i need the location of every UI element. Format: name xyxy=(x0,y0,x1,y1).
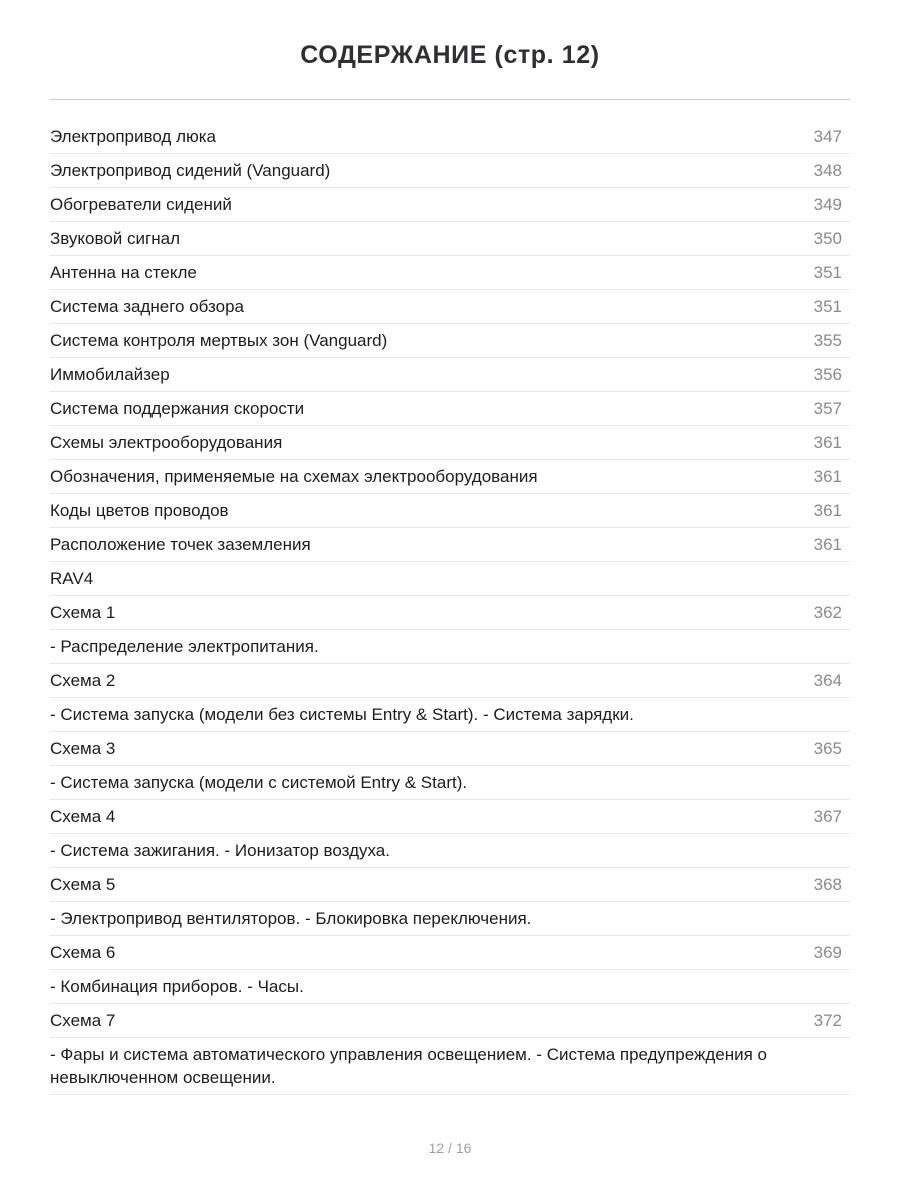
toc-entry-label: Коды цветов проводов xyxy=(50,501,229,520)
toc-entry-label: - Система зажигания. - Ионизатор воздуха. xyxy=(50,841,390,860)
toc-entry-page-number: 368 xyxy=(813,875,842,894)
toc-entry-label: Схемы электрооборудования xyxy=(50,433,283,452)
toc-entry xyxy=(50,1004,850,1038)
toc-entry-page-number: 356 xyxy=(813,365,842,384)
toc-subitem xyxy=(50,1038,850,1095)
toc-entry-label: - Комбинация приборов. - Часы. xyxy=(50,977,304,996)
toc-entry xyxy=(50,936,850,970)
toc-entry xyxy=(50,222,850,256)
toc-entry-label: - Фары и система автоматического управления освещением. - Система предупреждения о невыключенном освещении. xyxy=(50,1045,767,1087)
toc-entry-page-number: 364 xyxy=(813,671,842,690)
toc-entry xyxy=(50,494,850,528)
toc-entry-page-number: 355 xyxy=(813,331,842,350)
toc-entry xyxy=(50,426,850,460)
toc-entry-label: Схема 2 xyxy=(50,671,116,690)
toc-subitem xyxy=(50,834,850,868)
toc-entry xyxy=(50,460,850,494)
toc-entry-label: Электропривод сидений (Vanguard) xyxy=(50,161,331,180)
toc-entry-label: Антенна на стекле xyxy=(50,263,197,282)
toc-list xyxy=(50,120,850,1095)
toc-entry-label: Обогреватели сидений xyxy=(50,195,232,214)
toc-entry xyxy=(50,154,850,188)
toc-entry xyxy=(50,256,850,290)
toc-entry-label: Схема 5 xyxy=(50,875,116,894)
title-divider xyxy=(50,99,850,100)
toc-entry-label: RAV4 xyxy=(50,569,94,588)
toc-entry-page-number: 361 xyxy=(813,467,842,486)
toc-subitem xyxy=(50,766,850,800)
toc-entry-page-number: 351 xyxy=(813,297,842,316)
toc-entry xyxy=(50,664,850,698)
toc-entry-page-number: 347 xyxy=(813,127,842,146)
toc-subitem xyxy=(50,902,850,936)
toc-entry-label: Система поддержания скорости xyxy=(50,399,305,418)
toc-entry xyxy=(50,596,850,630)
toc-entry-label: Схема 1 xyxy=(50,603,116,622)
toc-entry-label: - Распределение электропитания. xyxy=(50,637,319,656)
toc-entry xyxy=(50,358,850,392)
toc-entry xyxy=(50,800,850,834)
toc-entry-page-number: 361 xyxy=(813,433,842,452)
toc-entry-page-number: 362 xyxy=(813,603,842,622)
page-title: СОДЕРЖАНИЕ (стр. 12) xyxy=(300,41,600,69)
toc-entry-label: Система контроля мертвых зон (Vanguard) xyxy=(50,331,388,350)
toc-entry-page-number: 351 xyxy=(813,263,842,282)
toc-entry-page-number: 348 xyxy=(813,161,842,180)
toc-entry xyxy=(50,392,850,426)
toc-entry xyxy=(50,188,850,222)
toc-entry-label: - Электропривод вентиляторов. - Блокировка переключения. xyxy=(50,909,532,928)
toc-entry-label: Расположение точек заземления xyxy=(50,535,311,554)
toc-entry-label: Схема 4 xyxy=(50,807,116,826)
toc-entry-label: Схема 7 xyxy=(50,1011,116,1030)
toc-entry-label: Схема 6 xyxy=(50,943,116,962)
toc-entry-label: Иммобилайзер xyxy=(50,365,170,384)
toc-subitem xyxy=(50,970,850,1004)
toc-entry-label: Электропривод люка xyxy=(50,127,217,146)
toc-entry xyxy=(50,868,850,902)
toc-entry-page-number: 367 xyxy=(813,807,842,826)
toc-entry xyxy=(50,732,850,766)
toc-entry-page-number: 369 xyxy=(813,943,842,962)
toc-entry-label: Схема 3 xyxy=(50,739,116,758)
toc-entry xyxy=(50,562,850,596)
toc-entry-page-number: 365 xyxy=(813,739,842,758)
toc-entry xyxy=(50,528,850,562)
toc-entry xyxy=(50,324,850,358)
toc-entry-page-number: 361 xyxy=(813,501,842,520)
toc-entry-label: Система заднего обзора xyxy=(50,297,244,316)
page-indicator: 12 / 16 xyxy=(428,1140,472,1156)
toc-entry-page-number: 361 xyxy=(813,535,842,554)
toc-entry-page-number: 372 xyxy=(813,1011,842,1030)
toc-entry xyxy=(50,290,850,324)
toc-entry-label: - Система запуска (модели без системы Entry & Start). - Система зарядки. xyxy=(50,705,634,724)
toc-entry-page-number: 349 xyxy=(813,195,842,214)
toc-subitem xyxy=(50,630,850,664)
toc-entry-page-number: 350 xyxy=(813,229,842,248)
toc-entry xyxy=(50,120,850,154)
toc-entry-label: Звуковой сигнал xyxy=(50,229,180,248)
toc-entry-page-number: 357 xyxy=(813,399,842,418)
toc-entry-label: - Система запуска (модели с системой Entry & Start). xyxy=(50,773,468,792)
toc-entry-label: Обозначения, применяемые на схемах электрооборудования xyxy=(50,467,538,486)
toc-subitem xyxy=(50,698,850,732)
